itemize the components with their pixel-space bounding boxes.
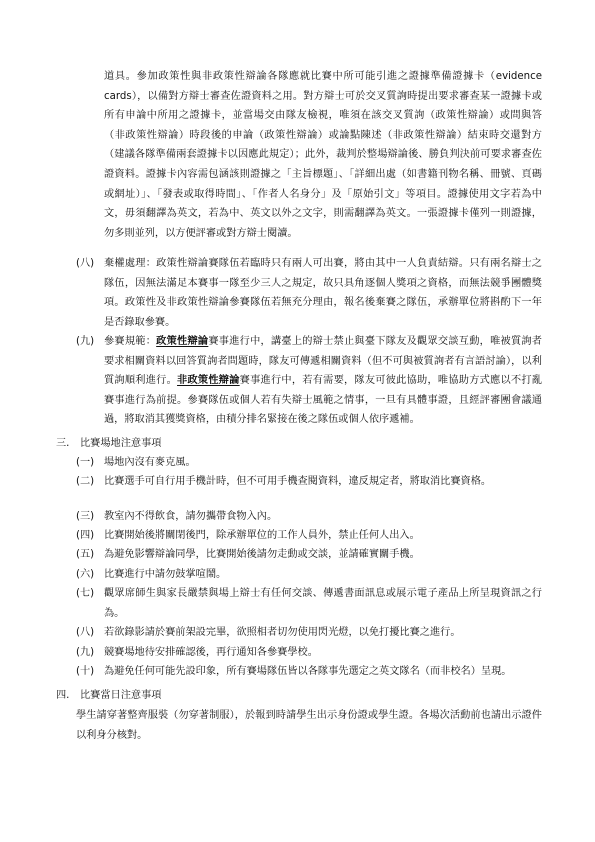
- item-number: (二): [76, 476, 95, 487]
- item-number: (七): [76, 588, 95, 599]
- rules-text-1: 賽事進行中，講臺上的辯士禁止與臺下隊友及觀眾交談互動，唯被質詢者要求相關資料以回答質詢者問題時，隊友可傳遞相關資料（但不可與被質詢者有言語討論），以利質詢順利進行。: [104, 336, 542, 387]
- venue-rule-item: [76, 565, 542, 585]
- rules-text-2: 賽事進行中，若有需要，隊友可彼此協助，唯協助方式應以不打亂賽事進行為前提。參賽隊伍或個人若有失辯士風範之情事，一旦有具體事證，且經評審團會議通過，將取消其獲獎資格，由積分排名緊接在後之隊伍或個人依序遞補。: [104, 375, 543, 426]
- item-text: 為避免任何可能先設印象，所有賽場隊伍皆以各隊事先選定之英文隊名（而非校名）呈現。: [104, 666, 512, 677]
- section-title: 比賽場地注意事項: [80, 438, 162, 449]
- item-text: 棄權處理：政策性辯論賽隊伍若臨時只有兩人可出賽，將由其中一人負責結辯。只有兩名辯士之隊伍，因無法滿足本賽事一隊至少三人之規定，故只具角逐個人獎項之資格，而無法競爭團體獎項。政策性及非政策性辯論參賽隊伍若無充分理由，報名後棄賽之隊伍，承辦單位將斟酌下一年是否錄取參賽。: [104, 258, 542, 328]
- item-text: 為避免影響辯論同學，比賽開始後請勿走動或交談，並請確實關手機。: [104, 549, 420, 560]
- item-text: 比賽進行中請勿鼓掌喧鬧。: [104, 569, 227, 580]
- venue-rule-item: [76, 584, 542, 623]
- item-number: (五): [76, 549, 95, 560]
- list-item-abstention: [76, 254, 542, 332]
- item-text: 比賽開始後將關閉後門，除承辦單位的工作人員外，禁止任何人出入。: [104, 530, 420, 541]
- section-heading-match-day: [56, 686, 542, 706]
- item-number: (三): [76, 511, 95, 522]
- item-number: (一): [76, 457, 95, 468]
- venue-rule-item: [76, 453, 542, 473]
- section-heading-venue: [56, 434, 542, 454]
- non-policy-debate-term: 非政策性辯論: [177, 375, 240, 387]
- policy-debate-term: 政策性辯論: [156, 336, 209, 347]
- venue-rule-item: [76, 545, 542, 565]
- item-number: (九): [76, 647, 95, 658]
- item-number: (八): [76, 627, 95, 638]
- venue-rule-item: [76, 507, 542, 527]
- section-number: 四.: [56, 690, 70, 701]
- rules-lead: 參賽規範：: [104, 336, 157, 347]
- item-text: 觀眾席師生與家長嚴禁與場上辯士有任何交談、傳遞書面訊息或展示電子產品上所呈現資訊之行為。: [104, 588, 542, 619]
- item-number: (八): [76, 258, 95, 269]
- venue-rule-item: [76, 643, 542, 663]
- item-number: (四): [76, 530, 95, 541]
- item-text: [104, 332, 542, 430]
- section-number: 三.: [56, 438, 70, 449]
- venue-rule-item: [76, 662, 542, 682]
- item-text: 教室內不得飲食，請勿攜帶食物入內。: [104, 511, 278, 522]
- item-text: 競賽場地待安排確認後，再行通知各參賽學校。: [104, 647, 318, 658]
- item-number: (十): [76, 666, 95, 677]
- venue-rule-item: [76, 472, 542, 492]
- venue-rule-item: [76, 526, 542, 546]
- venue-rule-item: [76, 623, 542, 643]
- section-title: 比賽當日注意事項: [80, 690, 162, 701]
- list-item-competition-rules: [76, 332, 542, 430]
- item-number: (六): [76, 569, 95, 580]
- item-text: 場地內沒有麥克風。: [104, 457, 196, 468]
- evidence-card-paragraph: 道具。參加政策性與非政策性辯論各隊應就比賽中所可能引進之證據準備證據卡（evidence cards），以備對方辯士審查佐證資料之用。對方辯士可於交叉質詢時提出要求審查某一證據卡或所有申論中所用之證據卡，並當場交由隊友檢視，唯須在該交叉質詢（政策性辯論）或問與答（非政策性辯論）時段後的申論（政策性辯論）或論點陳述（非政策性辯論）結束時交還對方（建議各隊準備兩套證據卡以因應此規定）；此外，裁判於整場辯論後、勝負判決前可要求審查佐證資料。證據卡內容需包涵該則證據之「主旨標題」、「詳細出處（如書籍刊物名稱、冊號、頁碼或網址）」、「發表或取得時間」、「作者人名身分」及「原始引文」等項目。證據使用文字若為中文，毋須翻譯為英文，若為中、英文以外之文字，則需翻譯為英文。一張證據卡僅列一則證據，勿多則並列，以方便評審或對方辯士閱讀。: [104, 71, 542, 239]
- item-text: 比賽選手可自行用手機計時，但不可用手機查閱資料，違反規定者，將取消比賽資格。: [104, 476, 492, 487]
- item-number: (九): [76, 336, 95, 347]
- item-text: 若欲錄影請於賽前架設完畢，欲照相者切勿使用閃光燈，以免打擾比賽之進行。: [104, 627, 461, 638]
- match-day-paragraph: 學生請穿著整齊服裝（勿穿著制服），於報到時請學生出示身份證或學生證。各場次活動前也請出示證件以利身分核對。: [76, 710, 542, 741]
